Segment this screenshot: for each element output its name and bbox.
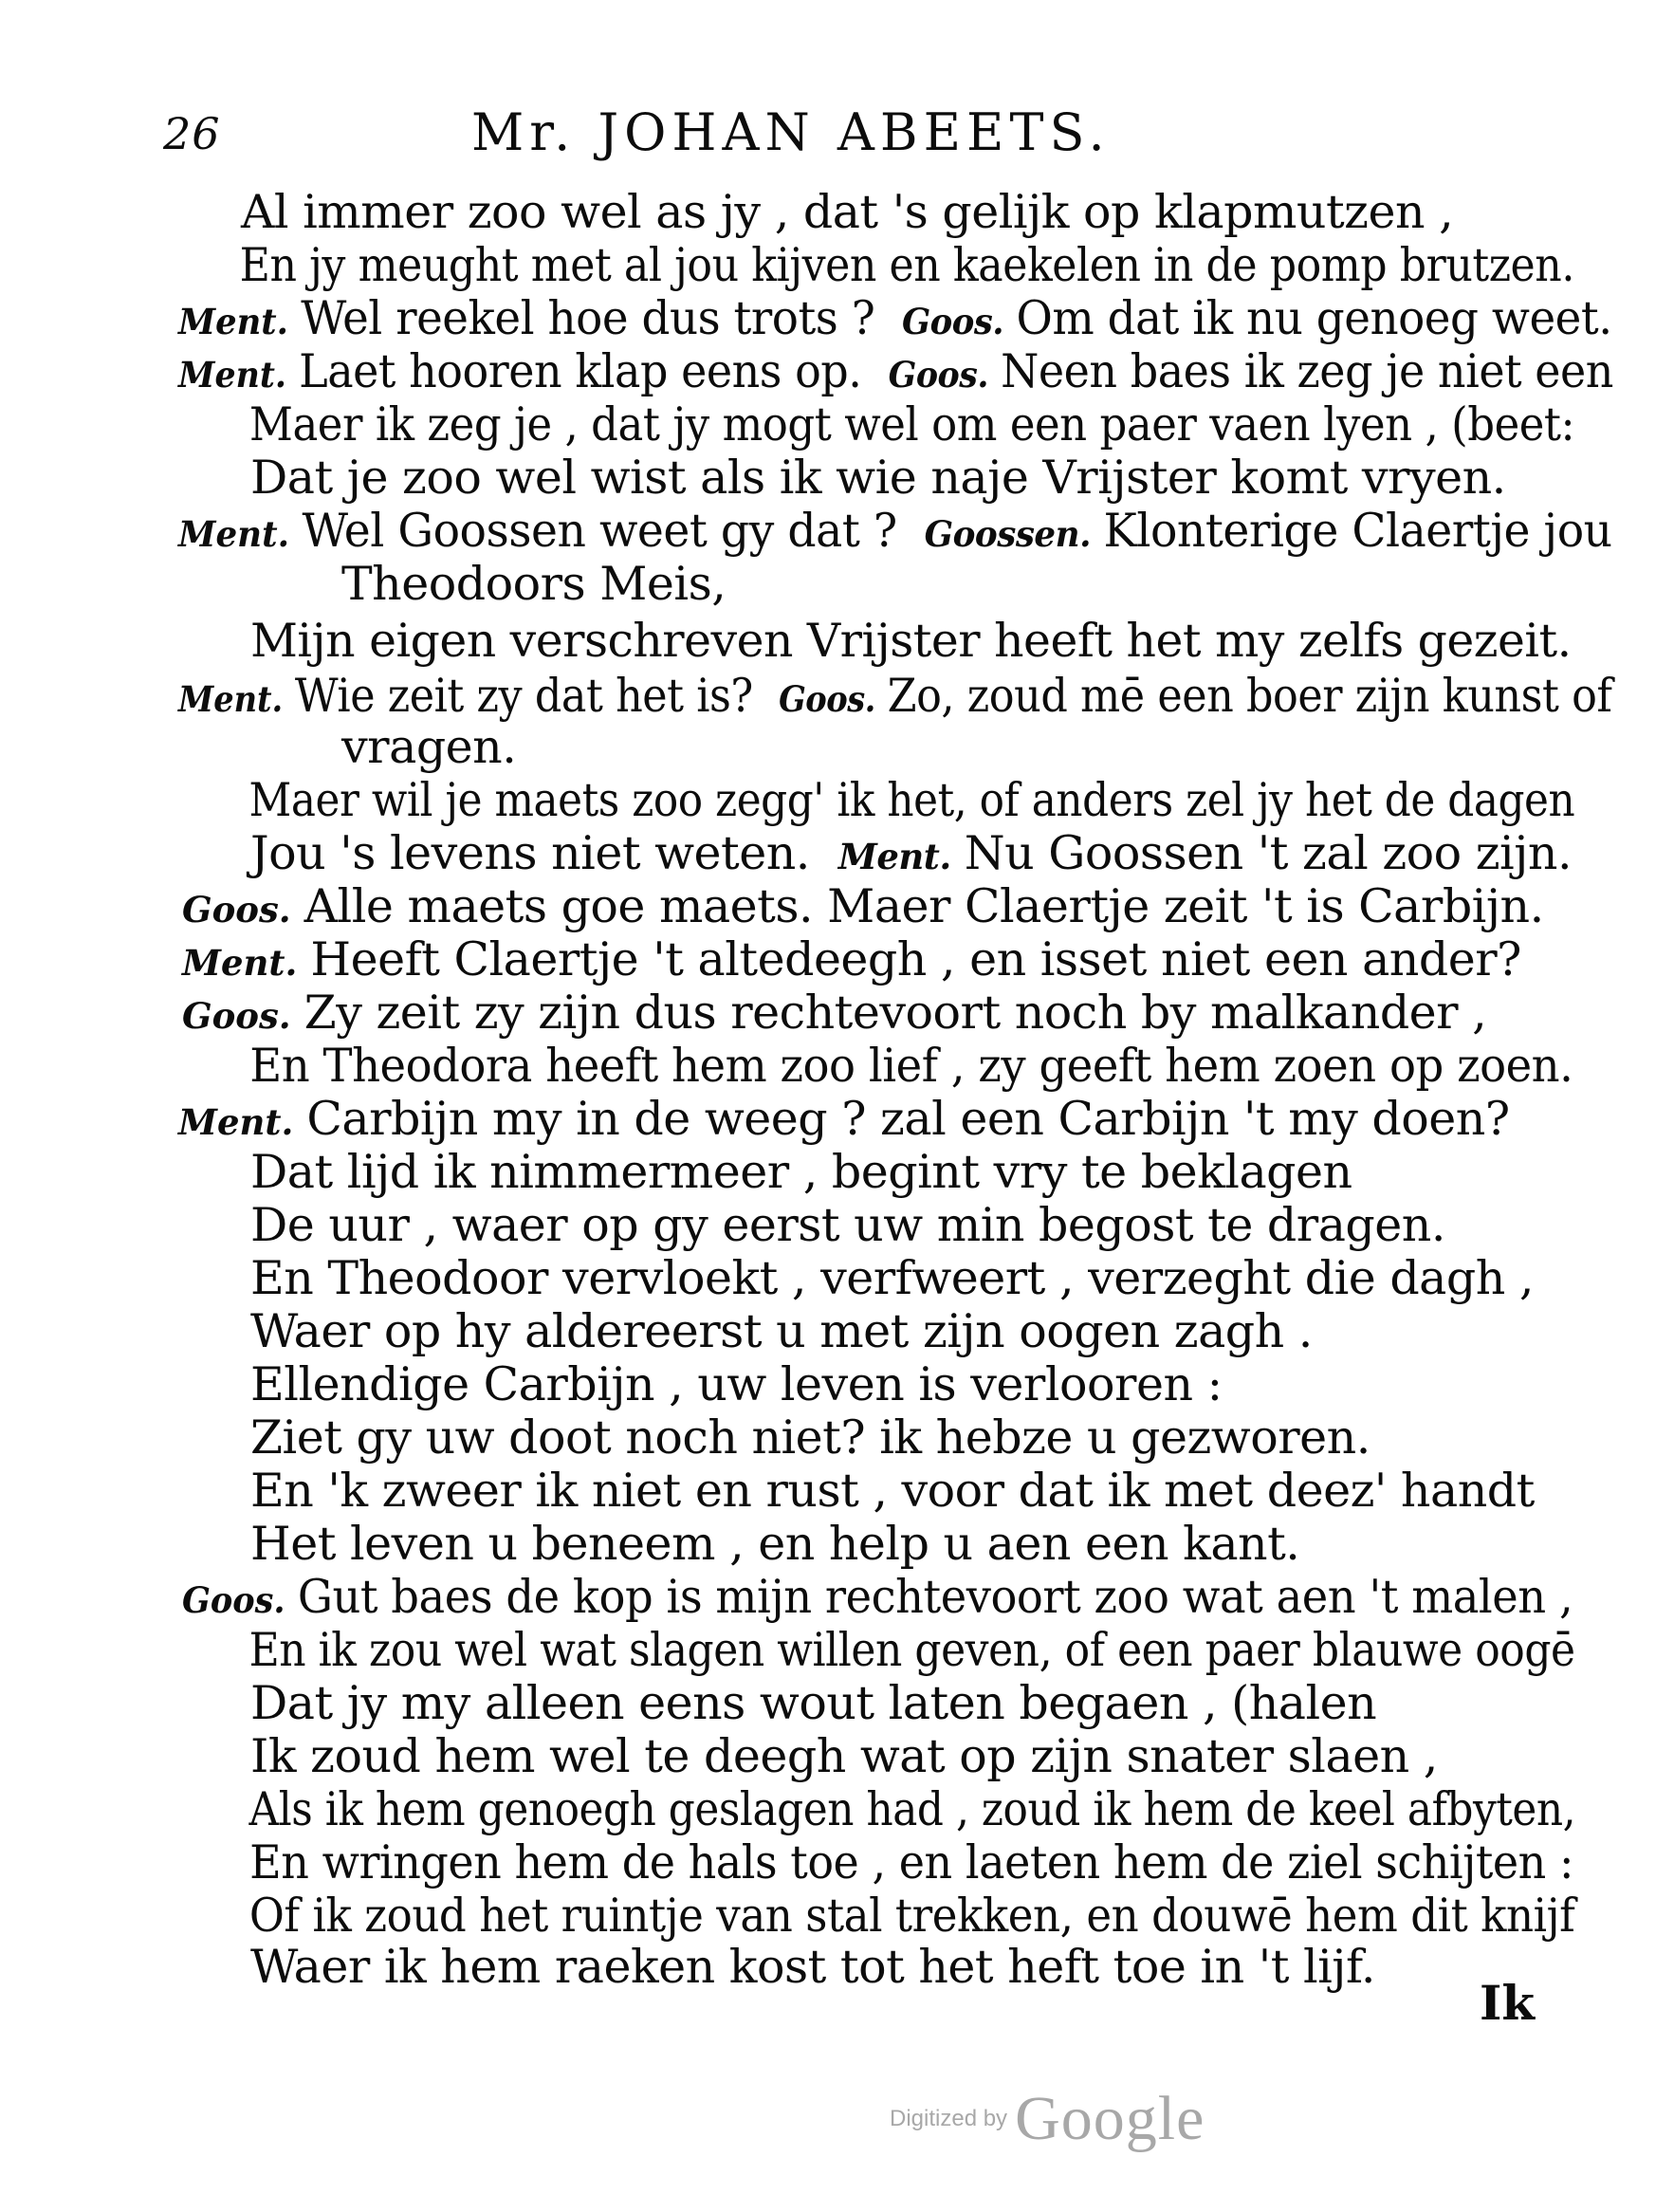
speaker-label: Ment. <box>182 942 298 984</box>
line-text: Gut baes de kop is mijn rechtevoort zoo wat aen 't malen , <box>297 1570 1573 1624</box>
verse-line <box>237 452 1548 507</box>
verse-line <box>237 1730 1480 1786</box>
line-text: Theodoors Meis, <box>341 557 727 611</box>
line-text: Al immer zoo wel as jy , dat 's gelijk op klapmutzen , <box>241 185 1454 239</box>
verse-line <box>237 1941 1417 1997</box>
catchword: Ik <box>1480 1975 1536 2031</box>
verse-line <box>328 558 767 614</box>
page-number: 26 <box>163 108 221 159</box>
line-text: Zy zeit zy zijn dus rechtevoort noch by malkander , <box>304 986 1487 1040</box>
line-text: Wel Goossen weet gy dat ? <box>302 504 897 558</box>
line-text: Wie zeit zy dat het is? <box>294 669 753 723</box>
speaker-label: Goossen. <box>924 513 1092 555</box>
verse-line <box>328 721 558 777</box>
verse-line <box>178 292 1612 348</box>
verse-line <box>182 1571 1612 1627</box>
line-text: Mijn eigen verschreven Vrijster heeft het my zelfs gezeit. <box>249 614 1572 668</box>
verse-line <box>178 505 1612 561</box>
watermark-brand: Google <box>1015 2084 1205 2153</box>
line-text: Waer op hy aldereerst u met zijn oogen zagh . <box>250 1304 1313 1358</box>
speaker-label: Goos. <box>779 678 875 720</box>
speaker-label: Ment. <box>178 678 284 720</box>
digitization-watermark <box>890 2083 1205 2155</box>
line-text: Ik zoud hem wel te deegh wat op zijn snater slaen , <box>250 1729 1438 1783</box>
verse-line <box>237 1624 1612 1680</box>
speaker-label: Goos. <box>888 354 988 396</box>
verse-line <box>237 1836 1612 1892</box>
line-text: Dat lijd ik nimmermeer , begint vry te beklagen <box>250 1145 1352 1199</box>
speaker-label: Goos. <box>182 995 291 1037</box>
line-text: Ellendige Carbijn , uw leven is verlooren : <box>250 1357 1223 1411</box>
line-text: Neen baes ik zeg je niet een <box>1001 344 1613 398</box>
verse-line <box>237 1040 1612 1096</box>
line-text: En jy meught met al jou kijven en kaekelen in de pomp brutzen. <box>239 238 1574 292</box>
verse-line <box>237 1677 1418 1733</box>
verse-line <box>182 880 1586 936</box>
running-head: Mr. JOHAN ABEETS. <box>471 102 1111 162</box>
verse-line <box>237 1465 1576 1521</box>
line-text: En Theodoor vervloekt , verfweert , verzeght die dagh , <box>250 1251 1534 1305</box>
verse-line <box>237 1252 1575 1308</box>
line-text: Of ik zoud het ruintje van stal trekken, en douwē hem dit knijf <box>248 1889 1575 1943</box>
line-text: Wel reekel hoe dus trots ? <box>301 291 875 345</box>
line-text: En ik zou wel wat slagen willen geven, of een paer blauwe oogē <box>248 1623 1575 1677</box>
line-text: Waer ik hem raeken kost tot het heft toe in 't lijf. <box>250 1940 1375 1994</box>
verse-line <box>228 239 1612 295</box>
verse-line <box>237 398 1613 454</box>
line-text: Ziet gy uw doot noch niet? ik hebze u gezworen. <box>250 1410 1370 1465</box>
verse-line <box>182 933 1563 989</box>
verse-line <box>178 345 1613 401</box>
verse-line <box>237 1518 1341 1574</box>
line-text: Dat jy my alleen eens wout laten begaen , (halen <box>250 1676 1377 1730</box>
speaker-label: Goos. <box>182 1579 285 1621</box>
verse-line <box>237 1199 1487 1255</box>
verse-line <box>237 1889 1613 1945</box>
line-text: Klonterige Claertje jou <box>1103 504 1612 558</box>
line-text: Het leven u beneem , en help u aen een kant. <box>250 1517 1300 1571</box>
verse-line <box>237 1146 1394 1202</box>
verse-line <box>228 186 1495 242</box>
speaker-label: Ment. <box>178 301 288 342</box>
line-text: Maer wil je maets zoo zegg' ik het, of anders zel jy het de dagen <box>248 773 1575 827</box>
line-text: En 'k zweer ik niet en rust , voor dat ik met deez' handt <box>250 1464 1535 1518</box>
line-text: Maer ik zeg je , dat jy mogt wel om een paer vaen lyen , (beet: <box>248 397 1575 452</box>
verse-line <box>182 986 1528 1042</box>
line-text: De uur , waer op gy eerst uw min begost te dragen. <box>250 1198 1445 1252</box>
verse-line <box>237 615 1612 671</box>
line-text: Zo, zoud mē een boer zijn kunst of <box>887 669 1612 723</box>
line-text: Nu Goossen 't zal zoo zijn. <box>964 826 1573 880</box>
speaker-label: Ment. <box>837 836 951 877</box>
speaker-label: Goos. <box>901 301 1004 342</box>
verse-line <box>237 827 1572 883</box>
line-text: Om dat ik nu genoeg weet. <box>1016 291 1612 345</box>
line-text: En wringen hem de hals toe , en laeten hem de ziel schijten : <box>249 1835 1574 1889</box>
speaker-label: Ment. <box>178 354 286 396</box>
line-text: Jou 's levens niet weten. <box>250 826 810 880</box>
line-text: Heeft Claertje 't altedeegh , en isset niet een ander? <box>310 932 1521 986</box>
line-text: Als ik hem genoegh geslagen had , zoud ik hem de keel afbyten, <box>248 1782 1576 1836</box>
verse-line <box>178 1093 1552 1149</box>
line-text: Laet hooren klap eens op. <box>299 344 862 398</box>
verse-line <box>237 1783 1612 1839</box>
page-header <box>163 102 1510 169</box>
watermark-prefix: Digitized by <box>890 2106 1008 2131</box>
verse-line <box>237 1358 1264 1414</box>
line-text: Alle maets goe maets. Maer Claertje zeit 't is Carbijn. <box>304 879 1544 933</box>
speaker-label: Goos. <box>182 889 291 931</box>
line-text: vragen. <box>341 720 517 774</box>
line-text: Dat je zoo wel wist als ik wie naje Vrijster komt vryen. <box>250 451 1506 505</box>
speaker-label: Ment. <box>178 513 290 555</box>
verse-line <box>237 774 1612 830</box>
speaker-label: Ment. <box>178 1101 294 1143</box>
verse-line <box>237 1305 1354 1361</box>
line-text: En Theodora heeft hem zoo lief , zy geeft hem zoen op zoen. <box>249 1039 1573 1093</box>
verse-line <box>237 1411 1412 1467</box>
line-text: Carbijn my in de weeg ? zal een Carbijn 't my doen? <box>306 1092 1510 1146</box>
verse-line <box>178 670 1611 726</box>
